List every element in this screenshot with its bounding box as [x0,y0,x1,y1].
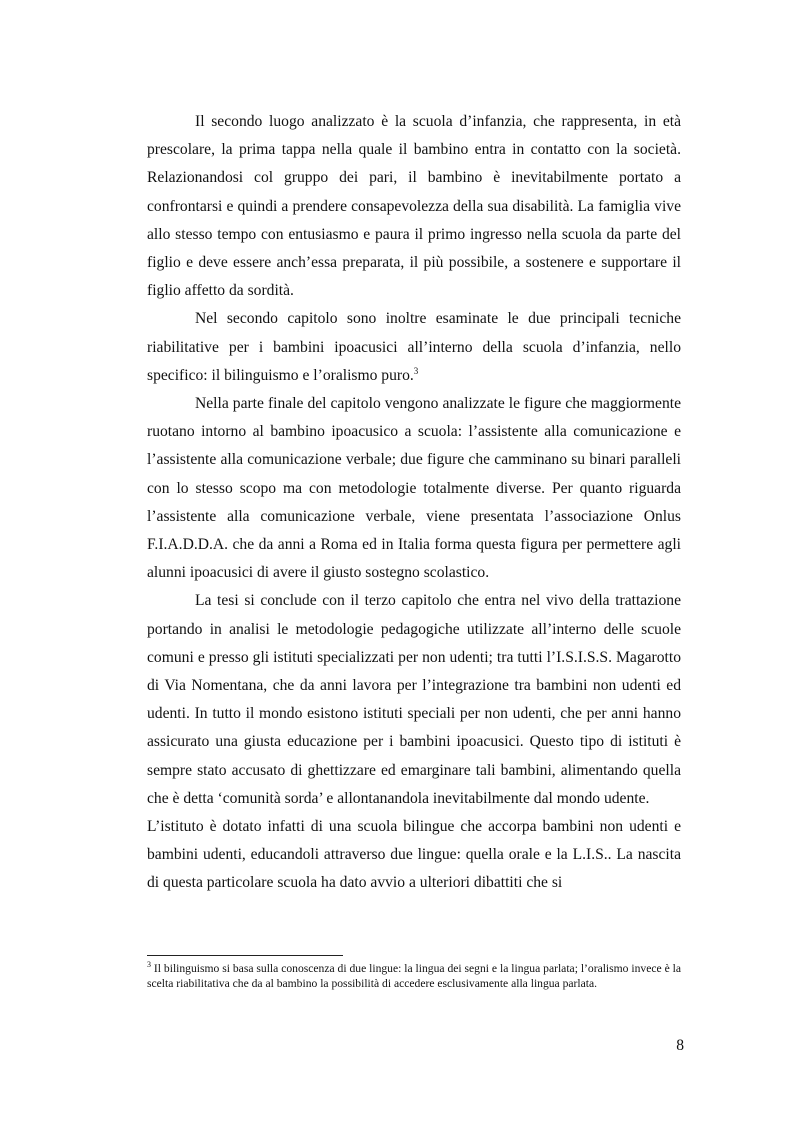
page-number: 8 [676,1037,684,1054]
paragraph-5: L’istituto è dotato infatti di una scuola bilingue che accorpa bambini non udenti e bambini udenti, educandoli attraverso due lingue: quella orale e la L.I.S.. La nascita di questa particolare scuola ha dato avvio a ulteriori dibattiti che si [147,818,681,892]
body-text [147,108,681,898]
footnote [147,961,681,992]
paragraph-3: Nella parte finale del capitolo vengono analizzate le figure che maggiormente ruotano intorno al bambino ipoacusico a scuola: l’assistente alla comunicazione e l’assistente alla comunicazione verbale; due figure che camminano su binari paralleli con lo stesso scopo ma con metodologie totalmente diverse. Per quanto riguarda l’assistente alla comunicazione verbale, viene presentata l’associazione Onlus F.I.A.D.D.A. che da anni a Roma ed in Italia forma questa figura per permettere agli alunni ipoacusici di avere il giusto sostegno scolastico. [147,395,681,582]
paragraph-2: Nel secondo capitolo sono inoltre esaminate le due principali tecniche riabilitative per i bambini ipoacusici all’interno della scuola d’infanzia, nello specifico: il bilinguismo e l’oralismo puro.$^3$ [147,310,681,384]
footnote-text: Il bilinguismo si basa sulla conoscenza di due lingue: la lingua dei segni e la lingua parlata; l’oralismo invece è la scelta riabilitativa che da al bambino la possibilità di accedere esclusivamente alla lingua parlata. [147,962,681,991]
paragraph-4: La tesi si conclude con il terzo capitolo che entra nel vivo della trattazione portando in analisi le metodologie pedagogiche utilizzate all’interno delle scuole comuni e presso gli istituti specializzati per non udenti; tra tutti l’I.S.I.S.S. Magarotto di Via Nomentana, che da anni lavora per l’integrazione tra bambini non udenti ed udenti. In tutto il mondo esistono istituti speciali per non udenti, che per anni hanno assicurato una giusta educazione per i bambini ipoacusici. Questo tipo di istituti è sempre stato accusato di ghettizzare ed emarginare tali bambini, alimentando quella che è detta ‘comunità sorda’ e allontanandola inevitabilmente dal mondo udente. [147,592,681,807]
paragraph-1: Il secondo luogo analizzato è la scuola d’infanzia, che rappresenta, in età prescolare, la prima tappa nella quale il bambino entra in contatto con la società. Relazionandosi col gruppo dei pari, il bambino è inevitabilmente portato a confrontarsi e quindi a prendere consapevolezza della sua disabilità. La famiglia vive allo stesso tempo con entusiasmo e paura il primo ingresso nella scuola da parte del figlio e deve essere anch’essa preparata, il più possibile, a sostenere e supportare il figlio affetto da sordità. [147,113,681,300]
footnote-separator [147,955,343,956]
footnote-reference[interactable]: 3 [413,365,419,376]
footnote-number: 3 [147,960,151,970]
